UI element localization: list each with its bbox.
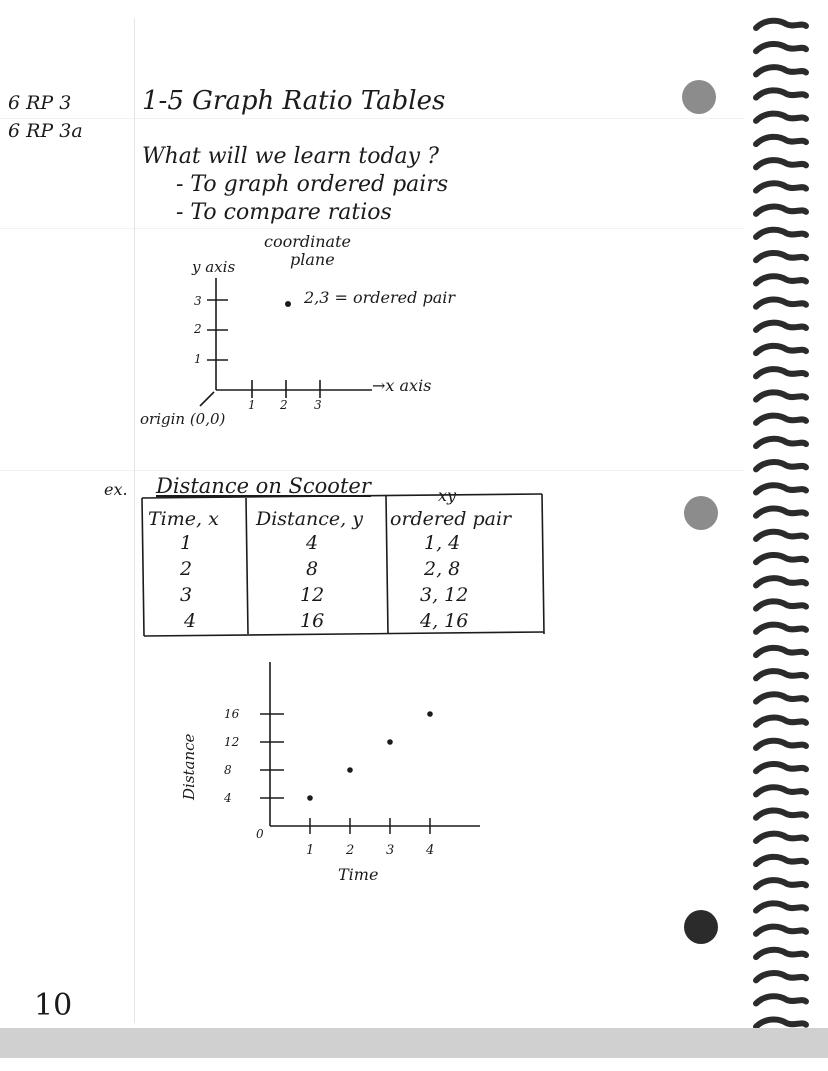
spiral-coil xyxy=(756,950,806,957)
spiral-coil xyxy=(756,810,806,817)
spiral-coil xyxy=(756,1019,806,1026)
spiral-coil xyxy=(756,462,806,469)
scan-edge xyxy=(0,1028,828,1058)
x-tick-label: 1 xyxy=(306,843,315,858)
page-number: 10 xyxy=(34,988,73,1023)
data-point xyxy=(347,767,353,773)
table-header: ordered pair xyxy=(390,508,512,530)
spiral-coil xyxy=(756,299,806,306)
spiral-coil xyxy=(756,741,806,748)
table-cell: 4 xyxy=(306,532,319,554)
spiral-coil xyxy=(756,625,806,632)
x-tick-label: 3 xyxy=(314,398,322,412)
spiral-coil xyxy=(756,230,806,237)
y-tick-label: 3 xyxy=(194,294,202,308)
table-cell: 1 xyxy=(180,532,193,554)
spiral-coil xyxy=(756,834,806,841)
standard-code: 6 RP 3a xyxy=(8,120,83,142)
table-cell: 2 xyxy=(180,558,193,580)
plane-label: plane xyxy=(290,250,335,269)
spiral-coil xyxy=(756,555,806,562)
spiral-coil xyxy=(756,21,806,28)
table-cell: 4, 16 xyxy=(420,610,469,632)
spiral-coil xyxy=(756,114,806,121)
plane-label: coordinate xyxy=(264,232,351,251)
binder-hole xyxy=(684,496,718,530)
spiral-coil xyxy=(756,996,806,1003)
table-cell: 8 xyxy=(306,558,319,580)
spiral-coil xyxy=(756,90,806,97)
table-header: Distance, y xyxy=(256,508,363,530)
spiral-coil xyxy=(756,508,806,515)
x-tick-label: 2 xyxy=(280,398,288,412)
binder-hole xyxy=(684,910,718,944)
y-tick-label: 16 xyxy=(224,707,240,721)
spiral-coil xyxy=(756,857,806,864)
table-cell: 3 xyxy=(180,584,193,606)
objective-item: - To compare ratios xyxy=(176,200,392,225)
spiral-coil xyxy=(756,880,806,887)
page-title: 1-5 Graph Ratio Tables xyxy=(142,86,446,116)
table-cell: 1, 4 xyxy=(424,532,461,554)
table-title: Distance on Scooter xyxy=(156,474,371,498)
spiral-coil xyxy=(756,137,806,144)
x-tick-label: 3 xyxy=(386,843,395,858)
x-axis-label: →x axis xyxy=(372,376,432,395)
origin-label: origin (0,0) xyxy=(140,410,226,428)
spiral-coil xyxy=(756,323,806,330)
y-tick-label: 1 xyxy=(194,352,202,366)
spiral-coil xyxy=(756,253,806,260)
spiral-coil xyxy=(756,787,806,794)
spiral-coil xyxy=(756,392,806,399)
x-axis-title: Time xyxy=(338,865,379,884)
spiral-coil xyxy=(756,671,806,678)
spiral-coil xyxy=(756,764,806,771)
spiral-coil xyxy=(756,416,806,423)
xy-note: xy xyxy=(438,486,457,505)
y-tick-label: 12 xyxy=(224,735,240,749)
lesson-question: What will we learn today ? xyxy=(142,144,439,169)
spiral-coil xyxy=(756,601,806,608)
spiral-coil xyxy=(756,207,806,214)
table-cell: 3, 12 xyxy=(420,584,469,606)
ordered-pair-note: 2,3 = ordered pair xyxy=(304,288,456,307)
spiral-coil xyxy=(756,67,806,74)
spiral-coil xyxy=(756,369,806,376)
table-cell: 4 xyxy=(184,610,197,632)
y-axis-title: Distance xyxy=(180,733,198,800)
binder-hole xyxy=(682,80,716,114)
spiral-coil xyxy=(756,973,806,980)
spiral-coil xyxy=(756,532,806,539)
table-cell: 2, 8 xyxy=(424,558,461,580)
spiral-coil xyxy=(756,648,806,655)
spiral-coil xyxy=(756,276,806,283)
spiral-coil xyxy=(756,927,806,934)
x-tick-label: 2 xyxy=(346,843,355,858)
example-prefix: ex. xyxy=(104,480,128,499)
spiral-coil xyxy=(756,44,806,51)
y-tick-label: 2 xyxy=(194,322,202,336)
x-tick-label: 4 xyxy=(426,843,435,858)
spiral-coil xyxy=(756,485,806,492)
origin-tick-label: 0 xyxy=(256,827,264,841)
spiral-coil xyxy=(756,183,806,190)
spiral-coil xyxy=(756,903,806,910)
objective-item: - To graph ordered pairs xyxy=(176,172,449,197)
table-header: Time, x xyxy=(148,508,219,530)
spiral-coil xyxy=(756,718,806,725)
data-point xyxy=(427,711,433,717)
y-axis-label: y axis xyxy=(192,258,236,276)
spiral-coil xyxy=(756,160,806,167)
y-tick-label: 8 xyxy=(224,763,232,777)
spiral-coil xyxy=(756,439,806,446)
table-cell: 16 xyxy=(300,610,325,632)
x-tick-label: 1 xyxy=(248,398,256,412)
data-point xyxy=(387,739,393,745)
spiral-coil xyxy=(756,578,806,585)
spiral-binding xyxy=(752,12,812,1034)
spiral-coil xyxy=(756,694,806,701)
data-point xyxy=(307,795,313,801)
table-cell: 12 xyxy=(300,584,325,606)
y-tick-label: 4 xyxy=(224,791,232,805)
spiral-coil xyxy=(756,346,806,353)
standard-code: 6 RP 3 xyxy=(8,92,72,114)
